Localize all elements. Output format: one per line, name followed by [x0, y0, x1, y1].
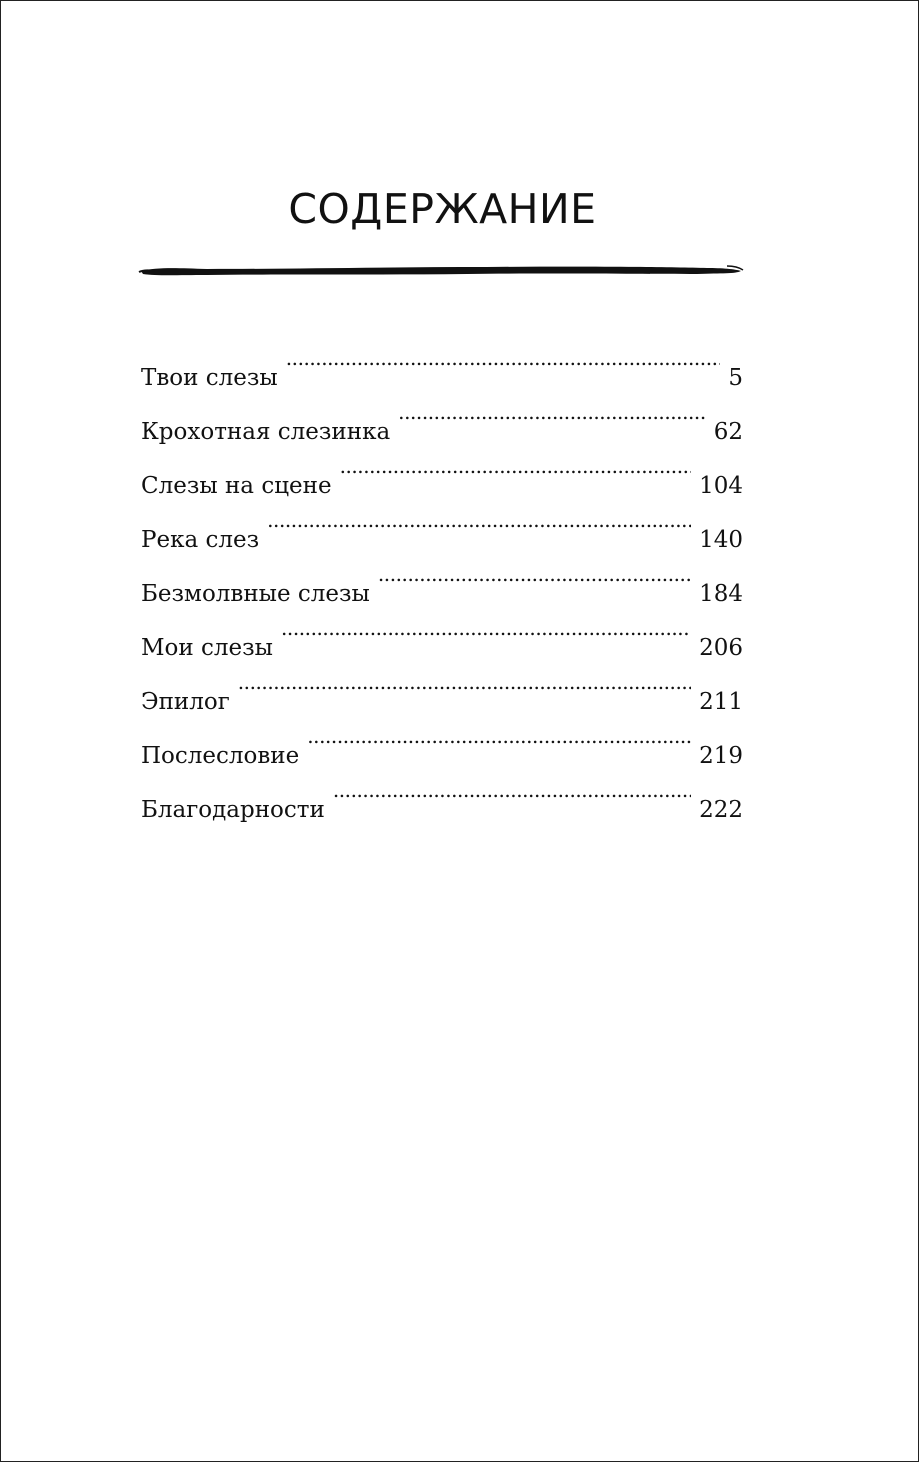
- toc-entry-title: Твои слезы: [141, 351, 286, 405]
- dot-leader: [281, 601, 691, 655]
- toc-entry-title: Послесловие: [141, 729, 307, 783]
- toc-entry-page: 211: [691, 675, 743, 729]
- toc-entry-page: 104: [691, 459, 743, 513]
- toc-entry-page: 62: [706, 405, 743, 459]
- toc-entry-title: Река слез: [141, 513, 267, 567]
- toc-entry[interactable]: [141, 331, 743, 391]
- toc-entry-page: 5: [720, 351, 743, 405]
- toc-entry-title: Мои слезы: [141, 621, 281, 675]
- table-of-contents: [141, 331, 743, 823]
- toc-entry-title: Эпилог: [141, 675, 238, 729]
- dot-leader: [333, 763, 691, 817]
- toc-entry-page: 206: [691, 621, 743, 675]
- dot-leader: [340, 439, 692, 493]
- page-title: СОДЕРЖАНИЕ: [288, 185, 597, 233]
- toc-entry-title: Крохотная слезинка: [141, 405, 398, 459]
- toc-entry-title: Слезы на сцене: [141, 459, 340, 513]
- dot-leader: [398, 385, 706, 439]
- toc-entry-page: 140: [691, 513, 743, 567]
- toc-entry-page: 222: [691, 783, 743, 837]
- dot-leader: [238, 655, 691, 709]
- dot-leader: [267, 493, 691, 547]
- dot-leader: [307, 709, 691, 763]
- toc-entry-title: Благодарности: [141, 783, 333, 837]
- toc-entry-page: 184: [691, 567, 743, 621]
- dot-leader: [378, 547, 691, 601]
- toc-entry-title: Безмолвные слезы: [141, 567, 378, 621]
- brush-stroke-divider: [137, 259, 745, 281]
- dot-leader: [286, 331, 721, 385]
- toc-entry-page: 219: [691, 729, 743, 783]
